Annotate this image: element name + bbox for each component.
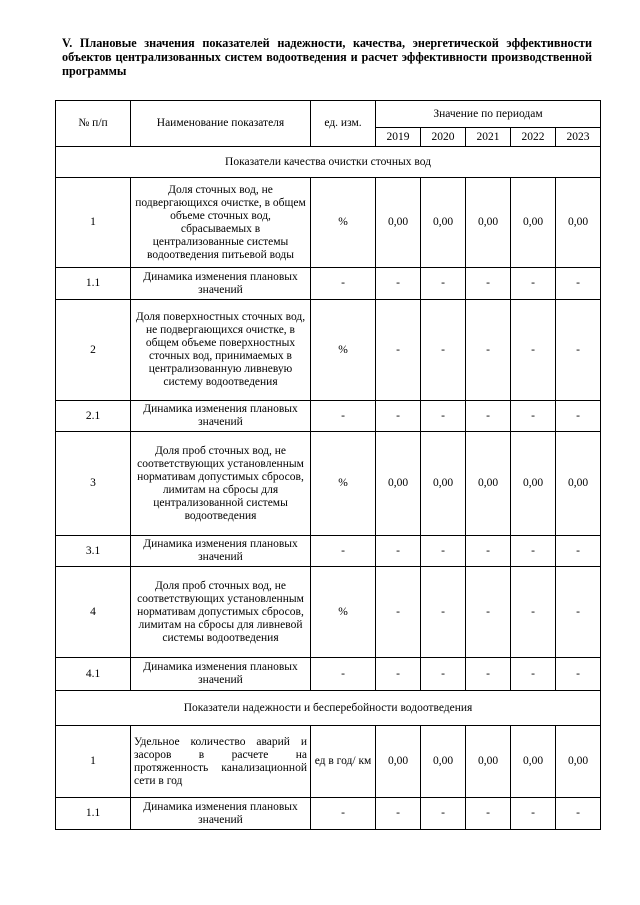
row-value: - [421, 567, 466, 658]
row-value: - [421, 300, 466, 401]
row-value: - [376, 401, 421, 432]
row-value: - [421, 401, 466, 432]
row-value: - [466, 798, 511, 830]
row-value: 0,00 [421, 432, 466, 536]
row-value: - [556, 536, 601, 567]
row-number: 1 [56, 726, 131, 798]
row-value: - [466, 300, 511, 401]
row-value: - [421, 536, 466, 567]
row-value: 0,00 [556, 726, 601, 798]
row-value: - [466, 658, 511, 691]
row-value: 0,00 [556, 178, 601, 268]
row-unit: % [311, 432, 376, 536]
row-value: 0,00 [511, 726, 556, 798]
row-name: Динамика изменения плановых значений [131, 798, 311, 830]
section-title-reliability: Показатели надежности и бесперебойности водоотведения [56, 691, 601, 726]
row-value: - [466, 536, 511, 567]
row-value: - [511, 536, 556, 567]
table-row [56, 798, 601, 830]
row-value: - [421, 268, 466, 300]
row-value: 0,00 [466, 726, 511, 798]
row-number: 3.1 [56, 536, 131, 567]
table-row [56, 536, 601, 567]
row-value: - [556, 798, 601, 830]
table-row [56, 268, 601, 300]
row-number: 1.1 [56, 798, 131, 830]
row-number: 1 [56, 178, 131, 268]
row-name: Доля поверхностных сточных вод, не подвергающихся очистке, в общем объеме поверхностных сточных вод, принимаемых в централизованную ливневую систему водоотведения [131, 300, 311, 401]
row-value: 0,00 [421, 726, 466, 798]
row-value: 0,00 [556, 432, 601, 536]
row-value: - [556, 658, 601, 691]
row-value: - [511, 798, 556, 830]
col-header-year: 2022 [511, 128, 556, 147]
row-value: - [421, 798, 466, 830]
row-unit: % [311, 567, 376, 658]
row-value: - [511, 268, 556, 300]
row-value: - [466, 401, 511, 432]
row-unit: ед в год/ км [311, 726, 376, 798]
row-value: - [466, 268, 511, 300]
row-value: 0,00 [511, 432, 556, 536]
row-value: - [511, 300, 556, 401]
row-value: - [376, 567, 421, 658]
row-value: - [511, 401, 556, 432]
row-value: - [376, 268, 421, 300]
table-row [56, 401, 601, 432]
row-unit: % [311, 178, 376, 268]
row-number: 4 [56, 567, 131, 658]
table-row [56, 300, 601, 401]
row-value: 0,00 [466, 178, 511, 268]
row-value: - [376, 798, 421, 830]
row-value: 0,00 [376, 432, 421, 536]
row-value: - [466, 567, 511, 658]
row-name: Динамика изменения плановых значений [131, 658, 311, 691]
row-number: 2 [56, 300, 131, 401]
table-row [56, 432, 601, 536]
table-row [56, 567, 601, 658]
row-value: - [556, 567, 601, 658]
row-value: - [556, 300, 601, 401]
col-header-year: 2023 [556, 128, 601, 147]
row-name: Динамика изменения плановых значений [131, 401, 311, 432]
row-value: 0,00 [376, 726, 421, 798]
row-unit: - [311, 268, 376, 300]
row-value: - [376, 536, 421, 567]
row-name: Доля сточных вод, не подвергающихся очистке, в общем объеме сточных вод, сбрасываемых в централизованные системы водоотведения питьевой воды [131, 178, 311, 268]
section-heading: V. Плановые значения показателей надежности, качества, энергетической эффективности объектов централизованных систем водоотведения и расчет эффективности производственной программы [62, 36, 592, 78]
col-header-unit: ед. изм. [311, 101, 376, 147]
row-unit: - [311, 798, 376, 830]
row-value: - [511, 658, 556, 691]
row-number: 2.1 [56, 401, 131, 432]
row-unit: - [311, 536, 376, 567]
col-header-periods: Значение по периодам [376, 101, 601, 128]
row-value: 0,00 [376, 178, 421, 268]
table-row [56, 178, 601, 268]
table-row [56, 658, 601, 691]
indicators-table [55, 100, 601, 830]
col-header-year: 2020 [421, 128, 466, 147]
row-name: Динамика изменения плановых значений [131, 268, 311, 300]
row-value: 0,00 [466, 432, 511, 536]
row-unit: - [311, 401, 376, 432]
row-name: Доля проб сточных вод, не соответствующих установленным нормативам допустимых сбросов, лимитам на сбросы для централизованной системы водоотведения [131, 432, 311, 536]
table-row [56, 726, 601, 798]
row-value: - [376, 658, 421, 691]
row-value: - [376, 300, 421, 401]
col-header-number: № п/п [56, 101, 131, 147]
col-header-year: 2021 [466, 128, 511, 147]
row-name: Доля проб сточных вод, не соответствующих установленным нормативам допустимых сбросов, лимитам на сбросы для ливневой системы водоотведения [131, 567, 311, 658]
row-unit: - [311, 658, 376, 691]
row-value: - [421, 658, 466, 691]
col-header-year: 2019 [376, 128, 421, 147]
row-value: - [511, 567, 556, 658]
row-name: Удельное количество аварий и засоров в расчете на протяженность канализационной сети в год [131, 726, 311, 798]
row-value: - [556, 401, 601, 432]
col-header-name: Наименование показателя [131, 101, 311, 147]
row-value: 0,00 [511, 178, 556, 268]
row-number: 4.1 [56, 658, 131, 691]
row-value: 0,00 [421, 178, 466, 268]
row-name: Динамика изменения плановых значений [131, 536, 311, 567]
row-number: 1.1 [56, 268, 131, 300]
section-title-quality: Показатели качества очистки сточных вод [56, 147, 601, 178]
row-unit: % [311, 300, 376, 401]
row-value: - [556, 268, 601, 300]
row-number: 3 [56, 432, 131, 536]
